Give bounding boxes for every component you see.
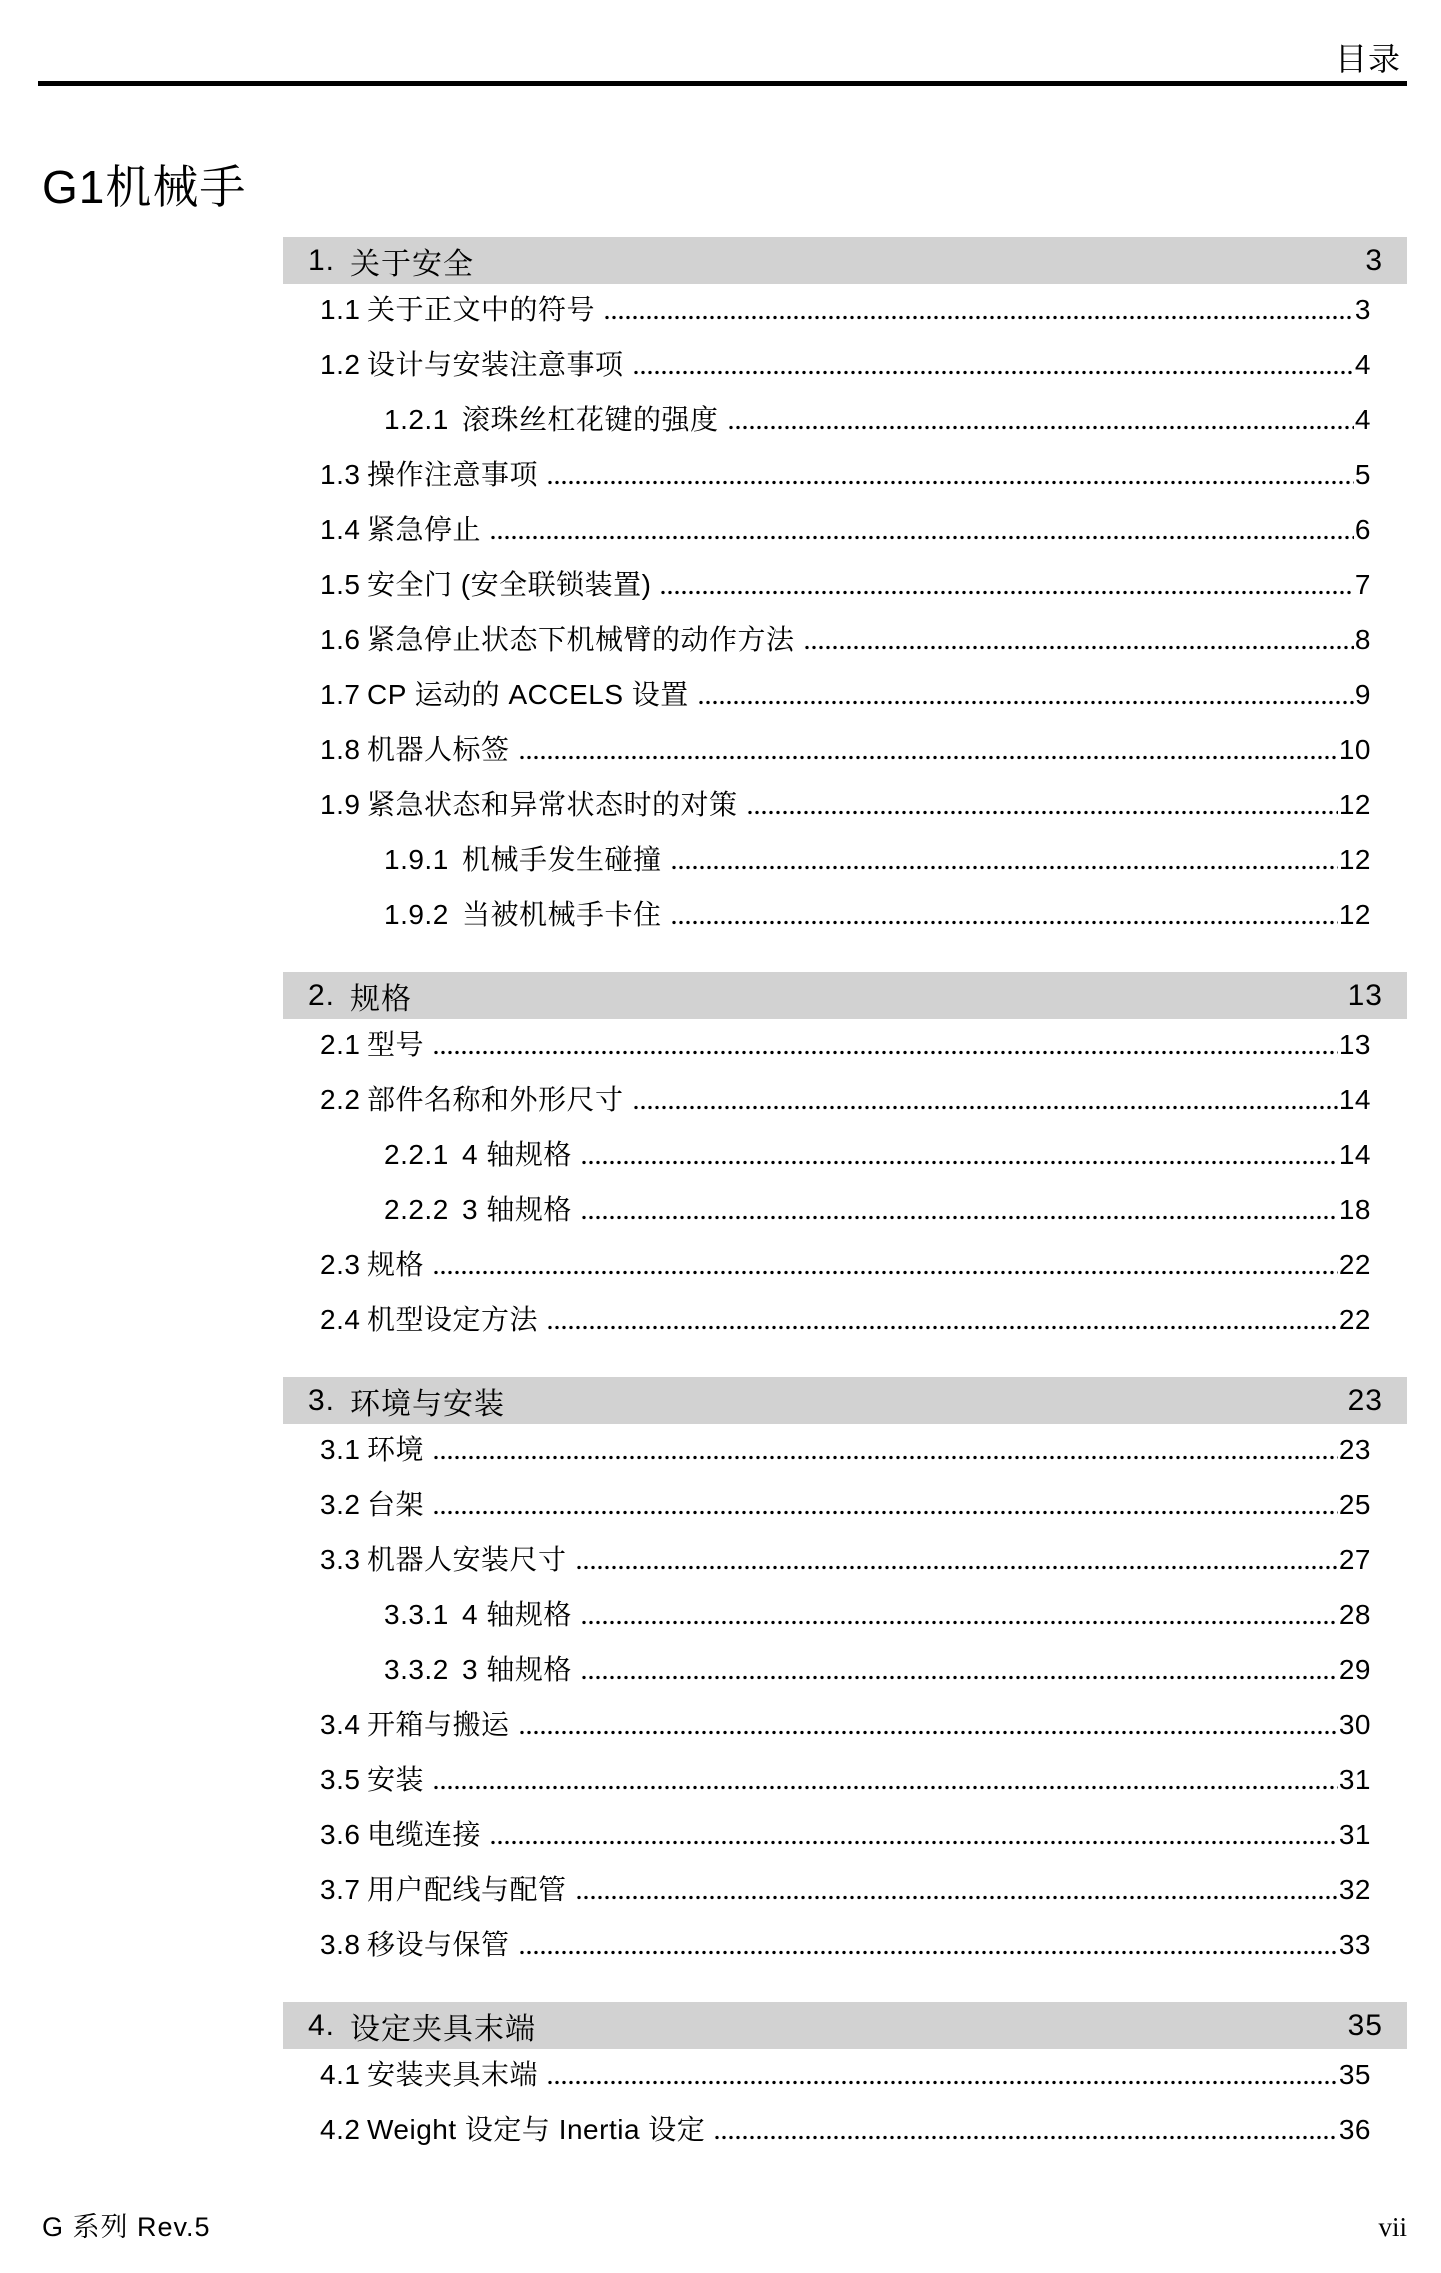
entry-page-number: 8 [1354,624,1371,655]
dot-leader [547,479,1354,486]
section-page-number: 3 [1365,243,1383,277]
entry-title: 4 轴规格 [462,1139,572,1170]
dot-leader [433,1509,1338,1516]
entry-number: 3.4 [320,1709,361,1740]
toc-entry[interactable] [283,295,1407,325]
toc-entry[interactable] [283,1710,1407,1740]
toc-section-entries [283,1435,1407,1960]
entry-page-number: 12 [1338,844,1371,875]
dot-leader [490,534,1354,541]
toc-section-entries [283,2060,1407,2145]
toc-entry[interactable] [283,1490,1407,1520]
toc-entry[interactable] [283,515,1407,545]
entry-page-number: 5 [1354,459,1371,490]
entry-page-number: 25 [1338,1489,1371,1520]
entry-number: 1.1 [320,294,361,325]
dot-leader [519,1949,1338,1956]
entry-title: 当被机械手卡住 [462,899,662,930]
entry-title: 安全门 (安全联锁装置) [367,569,652,600]
entry-title: 紧急停止 [367,514,482,545]
entry-number: 1.8 [320,734,361,765]
toc-section-entries [283,295,1407,930]
dot-leader [433,1454,1338,1461]
toc-section [283,972,1407,1335]
entry-number: 1.2 [320,349,361,380]
dot-leader [547,2079,1338,2086]
entry-page-number: 7 [1354,569,1371,600]
entry-page-number: 22 [1338,1304,1371,1335]
entry-page-number: 30 [1338,1709,1371,1740]
entry-number: 2.4 [320,1304,361,1335]
page-header-label: 目录 [1334,41,1401,77]
entry-title: 关于正文中的符号 [367,294,596,325]
toc-section-entries [283,1030,1407,1335]
entry-page-number: 28 [1338,1599,1371,1630]
dot-leader [671,864,1338,871]
dot-leader [671,919,1338,926]
section-number: 4. [308,2008,336,2042]
entry-title: 部件名称和外形尺寸 [367,1084,624,1115]
toc-entry[interactable] [283,1085,1407,1115]
entry-title: 安装夹具末端 [367,2059,539,2090]
toc-section-header[interactable] [283,972,1407,1019]
toc-entry[interactable] [283,460,1407,490]
entry-title: 规格 [367,1249,425,1280]
entry-page-number: 29 [1338,1654,1371,1685]
entry-page-number: 6 [1354,514,1371,545]
entry-title: 紧急停止状态下机械臂的动作方法 [367,624,795,655]
entry-number: 4.1 [320,2059,361,2090]
section-title: 关于安全 [350,247,475,281]
entry-number: 1.9 [320,789,361,820]
entry-number: 1.6 [320,624,361,655]
toc-section [283,237,1407,930]
dot-leader [698,699,1354,706]
section-page-number: 23 [1347,1383,1383,1417]
entry-page-number: 31 [1338,1764,1371,1795]
entry-title: 操作注意事项 [367,459,539,490]
toc-entry[interactable] [283,1250,1407,1280]
footer-revision: G 系列 Rev.5 [42,2212,211,2242]
dot-leader [604,314,1354,321]
toc-entry[interactable] [283,1820,1407,1850]
toc-entry[interactable] [283,350,1407,380]
toc-section-header[interactable] [283,1377,1407,1424]
entry-title: 滚珠丝杠花键的强度 [462,404,719,435]
section-page-number: 35 [1347,2008,1383,2042]
entry-number: 3.1 [320,1434,361,1465]
entry-number: 4.2 [320,2114,361,2145]
dot-leader [728,424,1354,431]
entry-number: 3.3 [320,1544,361,1575]
toc-entry[interactable] [283,1655,1407,1685]
entry-title: 台架 [367,1489,425,1520]
toc-entry[interactable] [283,1305,1407,1335]
section-number: 3. [308,1383,336,1417]
entry-number: 1.9.1 [384,844,449,875]
dot-leader [714,2134,1338,2141]
footer-page-number: vii [1378,2212,1407,2242]
dot-leader [660,589,1353,596]
dot-leader [747,809,1338,816]
toc-entry[interactable] [283,1030,1407,1060]
toc-entry[interactable] [283,570,1407,600]
toc-entry[interactable] [283,1545,1407,1575]
entry-page-number: 4 [1354,349,1371,380]
entry-page-number: 33 [1338,1929,1371,1960]
dot-leader [581,1619,1338,1626]
entry-number: 1.4 [320,514,361,545]
table-of-contents [283,237,1407,2145]
toc-entry[interactable] [283,1875,1407,1905]
entry-page-number: 18 [1338,1194,1371,1225]
toc-entry[interactable] [283,1600,1407,1630]
entry-number: 2.3 [320,1249,361,1280]
entry-number: 2.2.1 [384,1139,449,1170]
entry-page-number: 14 [1338,1084,1371,1115]
dot-leader [490,1839,1338,1846]
toc-entry[interactable] [283,1930,1407,1960]
entry-number: 3.3.2 [384,1654,449,1685]
entry-number: 3.5 [320,1764,361,1795]
entry-number: 1.3 [320,459,361,490]
entry-number: 2.2.2 [384,1194,449,1225]
entry-title: 环境 [367,1434,425,1465]
toc-entry[interactable] [283,625,1407,655]
header-rule [38,81,1407,86]
dot-leader [433,1784,1338,1791]
toc-section-header[interactable] [283,237,1407,284]
entry-title: 4 轴规格 [462,1599,572,1630]
entry-number: 3.7 [320,1874,361,1905]
doc-title: G1机械手 [42,161,247,213]
entry-title: 机型设定方法 [367,1304,539,1335]
toc-entry[interactable] [283,1140,1407,1170]
dot-leader [519,1729,1338,1736]
section-title: 规格 [350,982,413,1016]
entry-title: 3 轴规格 [462,1654,572,1685]
entry-page-number: 32 [1338,1874,1371,1905]
entry-title: 电缆连接 [367,1819,482,1850]
entry-title: 安装 [367,1764,425,1795]
toc-entry[interactable] [283,735,1407,765]
entry-title: Weight 设定与 Inertia 设定 [367,2114,706,2145]
entry-number: 2.2 [320,1084,361,1115]
toc-entry[interactable] [283,1765,1407,1795]
entry-title: 设计与安装注意事项 [367,349,624,380]
entry-title: CP 运动的 ACCELS 设置 [367,679,689,710]
dot-leader [433,1269,1338,1276]
toc-entry[interactable] [283,2060,1407,2090]
section-title: 环境与安装 [350,1387,506,1421]
toc-section [283,2002,1407,2145]
toc-entry[interactable] [283,405,1407,435]
entry-title: 机器人安装尺寸 [367,1544,567,1575]
entry-number: 1.5 [320,569,361,600]
toc-entry[interactable] [283,1435,1407,1465]
dot-leader [633,369,1354,376]
entry-page-number: 10 [1338,734,1371,765]
toc-section [283,1377,1407,1960]
toc-entry[interactable] [283,790,1407,820]
dot-leader [581,1159,1338,1166]
entry-page-number: 22 [1338,1249,1371,1280]
entry-title: 移设与保管 [367,1929,510,1960]
page-header [38,40,1407,86]
section-page-number: 13 [1347,978,1383,1012]
entry-title: 3 轴规格 [462,1194,572,1225]
dot-leader [547,1324,1338,1331]
section-number: 2. [308,978,336,1012]
toc-entry[interactable] [283,900,1407,930]
entry-page-number: 9 [1354,679,1371,710]
entry-page-number: 12 [1338,789,1371,820]
entry-number: 1.9.2 [384,899,449,930]
dot-leader [519,754,1338,761]
entry-number: 1.7 [320,679,361,710]
entry-page-number: 36 [1338,2114,1371,2145]
section-number: 1. [308,243,336,277]
dot-leader [581,1214,1338,1221]
section-title: 设定夹具末端 [350,2012,537,2046]
toc-entry[interactable] [283,845,1407,875]
entry-number: 3.8 [320,1929,361,1960]
entry-page-number: 14 [1338,1139,1371,1170]
dot-leader [581,1674,1338,1681]
dot-leader [576,1564,1338,1571]
dot-leader [576,1894,1338,1901]
entry-page-number: 12 [1338,899,1371,930]
entry-number: 1.2.1 [384,404,449,435]
toc-entry[interactable] [283,1195,1407,1225]
entry-number: 3.2 [320,1489,361,1520]
page-footer [42,2205,1407,2244]
entry-page-number: 3 [1354,294,1371,325]
entry-title: 型号 [367,1029,425,1060]
entry-title: 开箱与搬运 [367,1709,510,1740]
entry-title: 机械手发生碰撞 [462,844,662,875]
dot-leader [633,1104,1338,1111]
entry-page-number: 4 [1354,404,1371,435]
toc-entry[interactable] [283,680,1407,710]
entry-page-number: 27 [1338,1544,1371,1575]
entry-title: 用户配线与配管 [367,1874,567,1905]
entry-page-number: 31 [1338,1819,1371,1850]
entry-number: 3.3.1 [384,1599,449,1630]
dot-leader [433,1049,1338,1056]
entry-number: 3.6 [320,1819,361,1850]
dot-leader [804,644,1354,651]
toc-entry[interactable] [283,2115,1407,2145]
entry-title: 紧急状态和异常状态时的对策 [367,789,738,820]
entry-page-number: 13 [1338,1029,1371,1060]
entry-number: 2.1 [320,1029,361,1060]
entry-page-number: 23 [1338,1434,1371,1465]
entry-page-number: 35 [1338,2059,1371,2090]
entry-title: 机器人标签 [367,734,510,765]
toc-section-header[interactable] [283,2002,1407,2049]
